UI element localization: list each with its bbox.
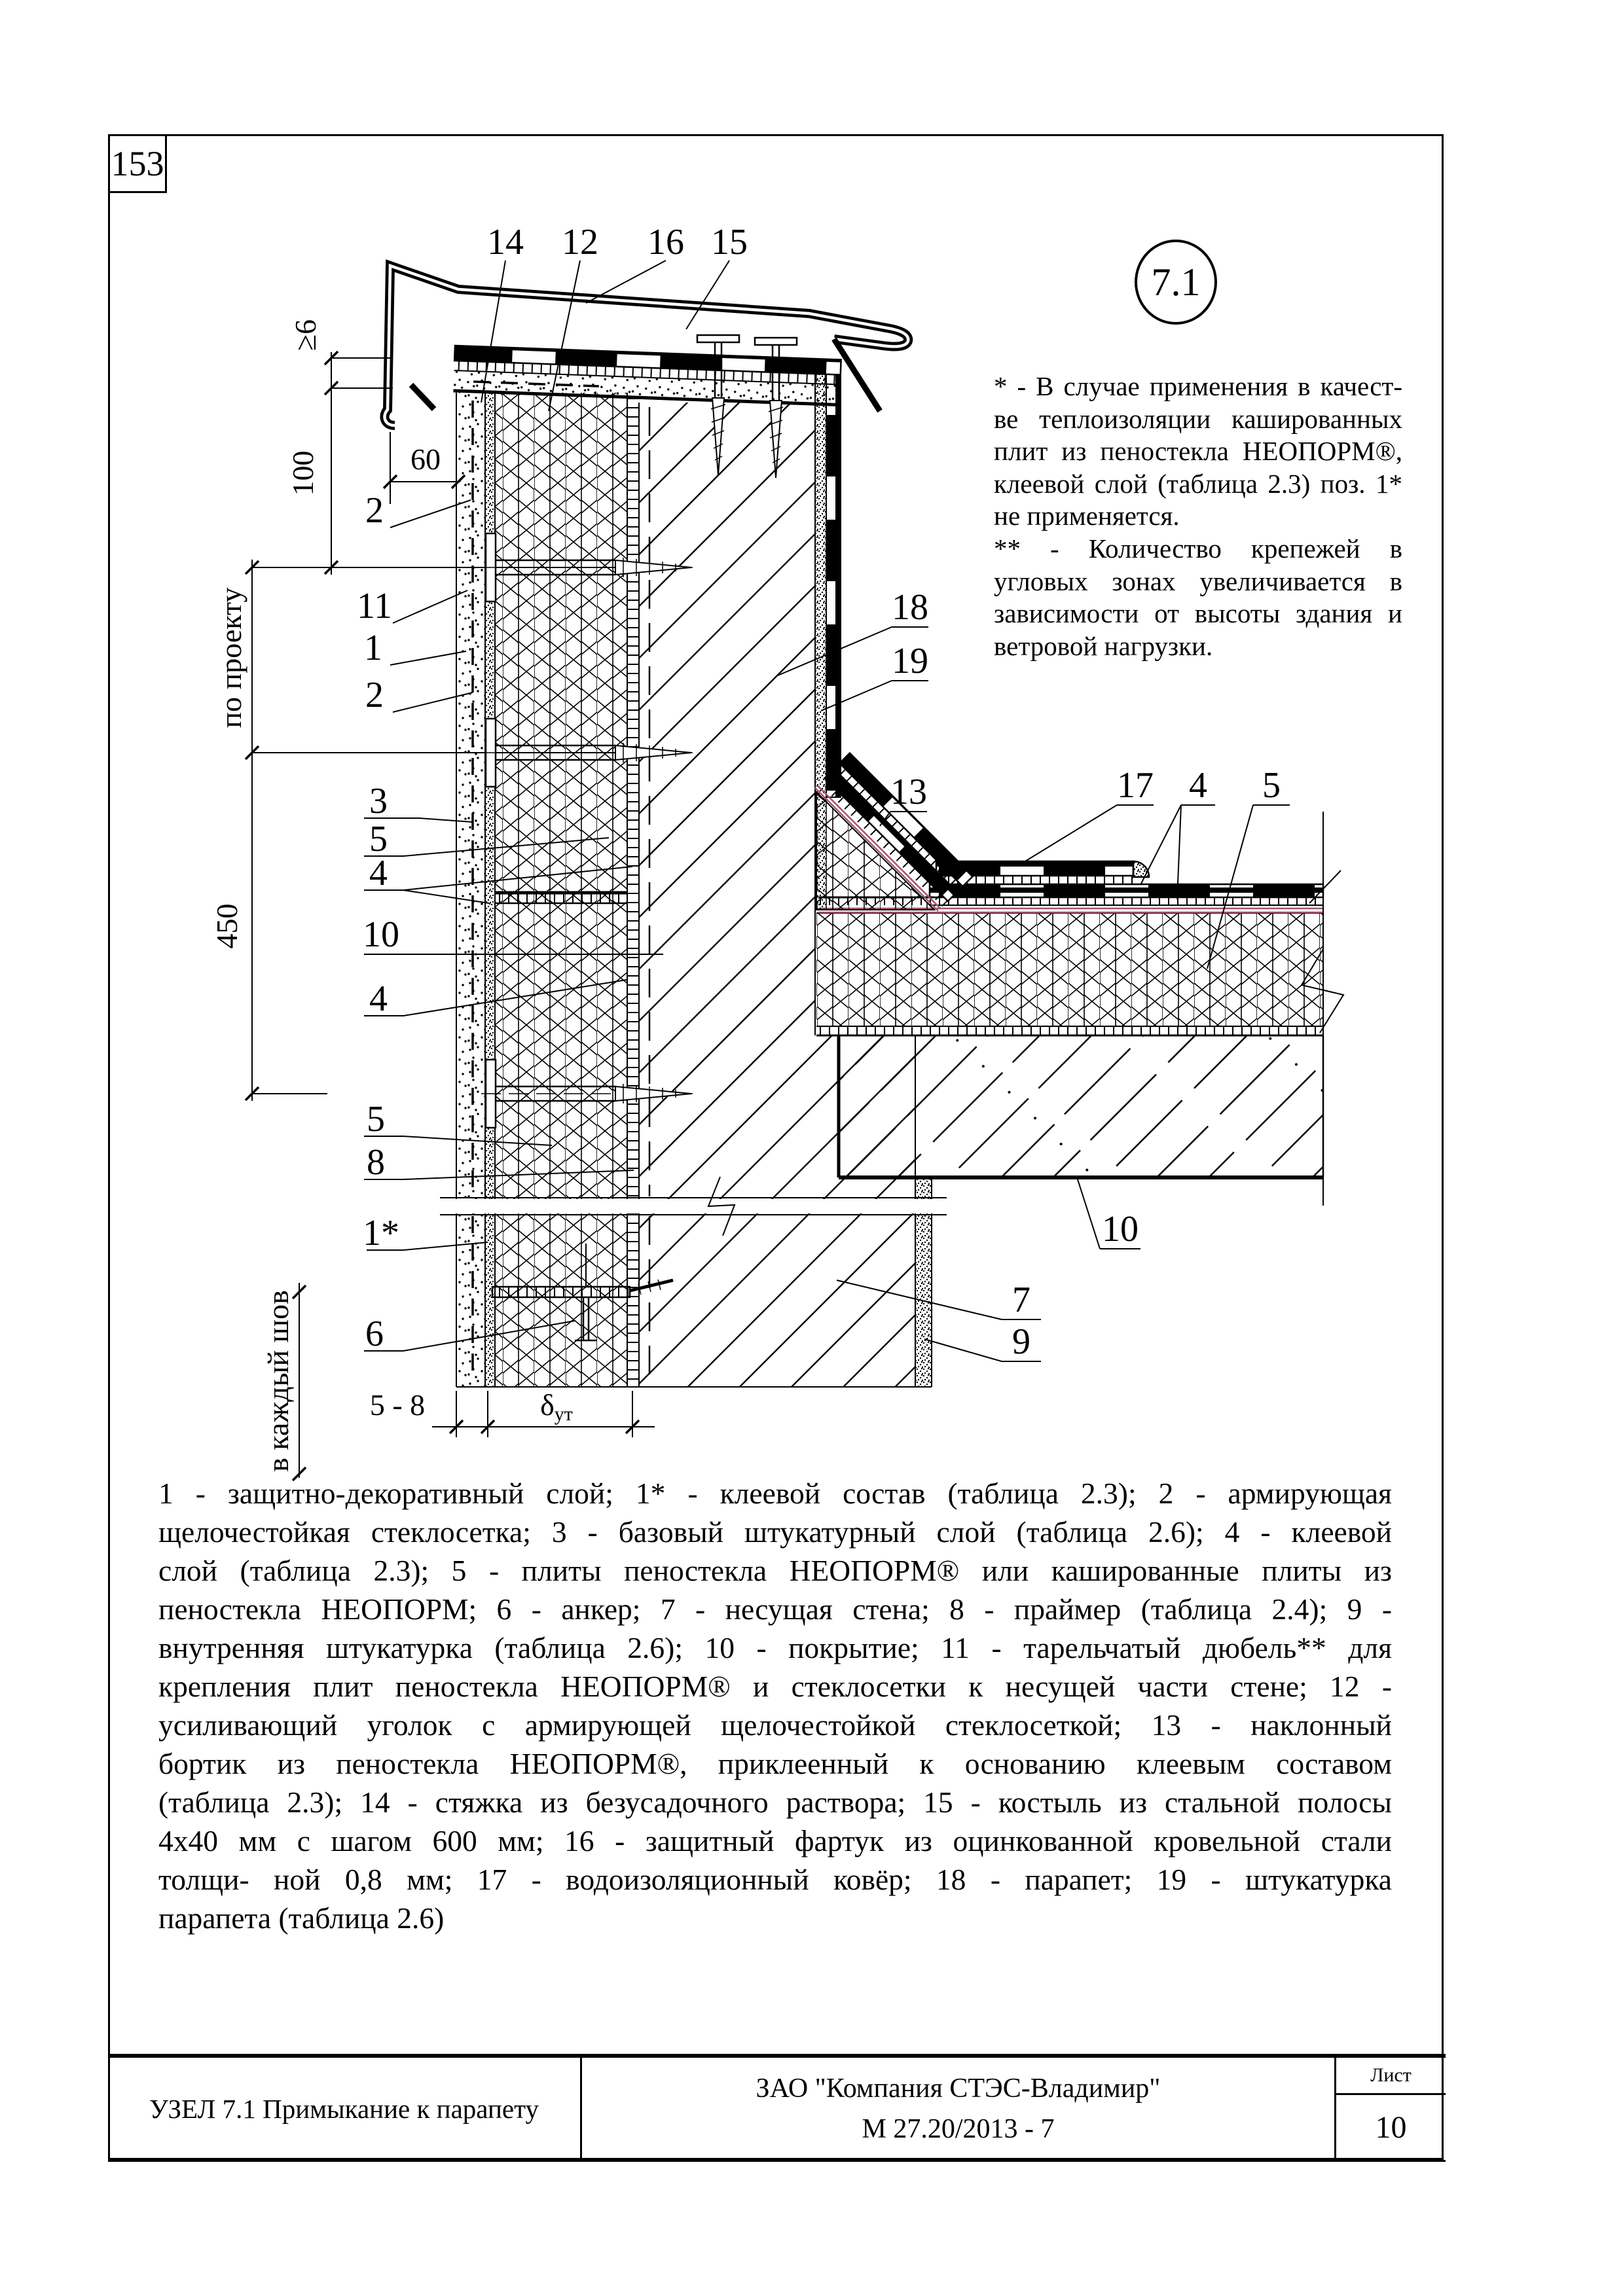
legend-line: (таблица 2.3); 14 - стяжка из безусадочного раствора; 15 - костыль из стальной полосы bbox=[158, 1785, 1392, 1819]
callout-19: 19 bbox=[892, 641, 928, 681]
note-line: угловых зонах увеличивается в bbox=[994, 565, 1402, 596]
note-line: ветровой нагрузки. bbox=[994, 630, 1213, 661]
dim-100: 100 bbox=[286, 450, 319, 496]
legend-line: 1 - защитно-декоративный слой; 1* - клеевой состав (таблица 2.3); 2 - армирующая bbox=[158, 1477, 1392, 1510]
legend-line: щелочестойкая стеклосетка; 3 - базовый штукатурный слой (таблица 2.6); 4 - клеевой bbox=[158, 1515, 1392, 1549]
callout-10-right: 10 bbox=[1102, 1209, 1139, 1249]
legend-line: усиливающий уголок с армирующей щелочестойкой стеклосеткой; 13 - наклонный bbox=[158, 1708, 1392, 1742]
title-block bbox=[108, 2054, 1446, 2162]
callout-12: 12 bbox=[562, 222, 598, 262]
detail-number-badge bbox=[1135, 240, 1217, 325]
callout-7: 7 bbox=[1012, 1280, 1030, 1320]
note-line: плит из пеностекла НЕОПОРМ®, bbox=[994, 436, 1402, 467]
legend-line: парапета (таблица 2.6) bbox=[158, 1901, 445, 1935]
page-number: 153 bbox=[111, 144, 164, 183]
callout-16: 16 bbox=[647, 222, 684, 262]
callout-4b: 4 bbox=[369, 978, 388, 1019]
legend-line: толщи- ной 0,8 мм; 17 - водоизоляционный ковёр; 18 - парапет; 19 - штукатурка bbox=[158, 1863, 1392, 1896]
note-line: зависимости от высоты здания и bbox=[994, 598, 1402, 629]
callout-18: 18 bbox=[892, 587, 928, 628]
dim-60: 60 bbox=[410, 442, 441, 476]
note-line: * - В случае применения в качест- bbox=[994, 371, 1402, 401]
callout-2-top: 2 bbox=[365, 490, 384, 531]
company-name: ЗАО "Компания СТЭС-Владимир" bbox=[756, 2073, 1161, 2104]
callout-17: 17 bbox=[1117, 765, 1154, 806]
note-line: ** - Количество крепежей в bbox=[994, 533, 1402, 564]
callout-6: 6 bbox=[365, 1314, 384, 1354]
callout-11: 11 bbox=[357, 586, 392, 626]
callout-10-left: 10 bbox=[363, 914, 399, 955]
title-block-detail-name bbox=[108, 2058, 582, 2160]
callout-1: 1 bbox=[364, 628, 382, 668]
detail-number: 7.1 bbox=[1151, 260, 1201, 304]
legend-line: бортик из пеностекла НЕОПОРМ®, приклеенный к основанию клеевым составом bbox=[158, 1747, 1392, 1780]
legend-block bbox=[158, 1474, 1392, 1937]
callout-5: 5 bbox=[369, 819, 388, 859]
note-line: ве теплоизоляции кашированных bbox=[994, 403, 1402, 434]
page-number-box bbox=[108, 134, 167, 193]
dim-dut: δут bbox=[540, 1388, 573, 1425]
title-block-company bbox=[582, 2058, 1336, 2160]
notes-block bbox=[994, 370, 1402, 662]
sheet-label: Лист bbox=[1336, 2058, 1446, 2095]
callout-9: 9 bbox=[1012, 1321, 1030, 1362]
callout-3: 3 bbox=[369, 781, 388, 821]
callout-4-roof: 4 bbox=[1189, 765, 1207, 806]
callout-2-mid: 2 bbox=[365, 675, 384, 715]
document-code: М 27.20/2013 - 7 bbox=[862, 2114, 1055, 2144]
legend-line: слой (таблица 2.3); 5 - плиты пеностекла НЕОПОРМ® или кашированные плиты из bbox=[158, 1554, 1392, 1587]
callout-13: 13 bbox=[890, 772, 927, 812]
dim-po-proektu: по проекту bbox=[214, 587, 247, 728]
callout-1star: 1* bbox=[363, 1213, 399, 1253]
callout-15: 15 bbox=[711, 222, 748, 262]
legend-line: внутренняя штукатурка (таблица 2.6); 10 - покрытие; 11 - тарельчатый дюбель** для bbox=[158, 1631, 1392, 1664]
detail-title: УЗЕЛ 7.1 Примыкание к парапету bbox=[149, 2094, 539, 2124]
dim-every-joint: в каждый шов bbox=[261, 1290, 295, 1472]
sheet-number: 10 bbox=[1375, 2110, 1407, 2145]
legend-line: крепления плит пеностекла НЕОПОРМ® и стеклосетки к несущей части стене; 12 - bbox=[158, 1670, 1392, 1703]
callout-14: 14 bbox=[487, 222, 524, 262]
dim-5-8: 5 - 8 bbox=[369, 1388, 426, 1422]
callout-8: 8 bbox=[367, 1142, 385, 1183]
dim-ge6: ≥6 bbox=[289, 319, 322, 351]
callout-4: 4 bbox=[369, 853, 388, 893]
note-line: не применяется. bbox=[994, 501, 1180, 531]
note-line: клеевой слой (таблица 2.3) поз. 1* bbox=[994, 468, 1402, 499]
legend-line: 4х40 мм с шагом 600 мм; 16 - защитный фартук из оцинкованной кровельной стали bbox=[158, 1824, 1392, 1857]
callout-5-roof: 5 bbox=[1262, 765, 1281, 806]
legend-line: пеностекла НЕОПОРМ; 6 - анкер; 7 - несущая стена; 8 - праймер (таблица 2.4); 9 - bbox=[158, 1592, 1392, 1626]
dim-450: 450 bbox=[210, 903, 244, 949]
callout-5b: 5 bbox=[367, 1099, 385, 1139]
title-block-sheet bbox=[1336, 2058, 1446, 2160]
